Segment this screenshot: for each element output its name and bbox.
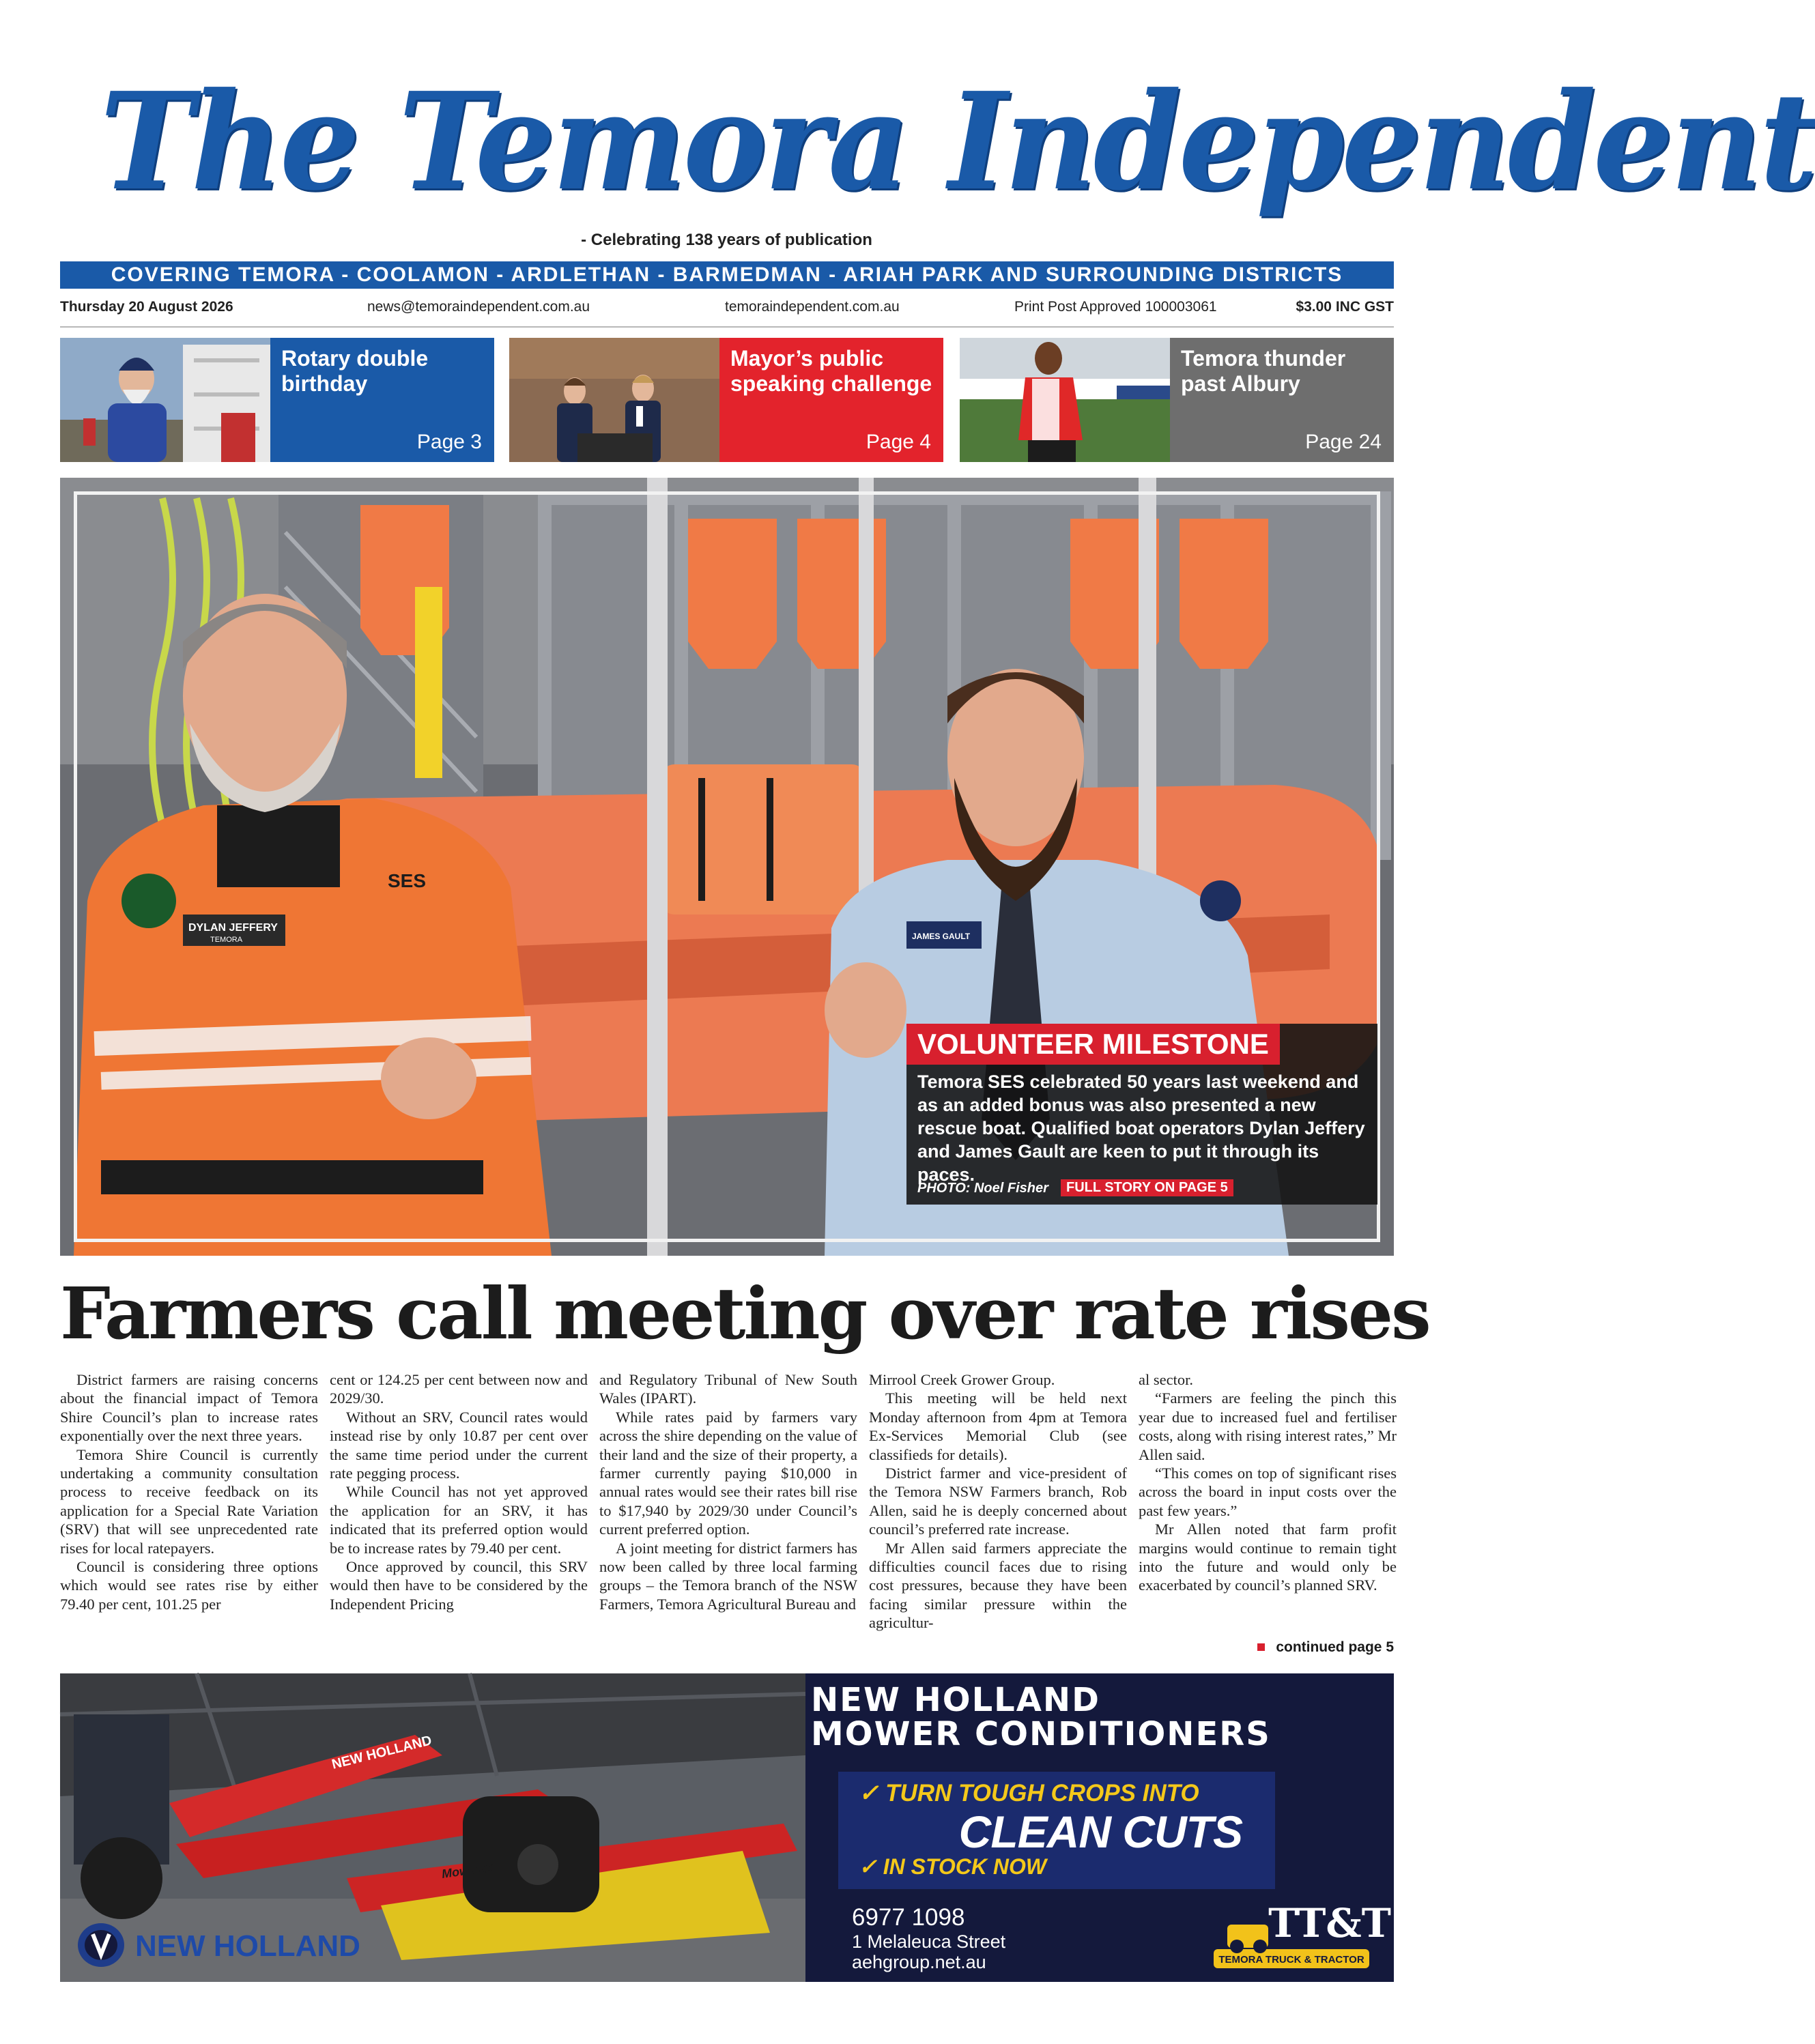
dealer-logo <box>1207 1895 1391 1971</box>
paragraph: A joint meeting for district farmers has now been called by three local farming groups – the Temora branch of the NSW Farmers, Temora Agricultural Bureau and <box>599 1539 857 1613</box>
ad-headline-2: MOWER CONDITIONERS <box>811 1715 1271 1753</box>
paragraph: and Regulatory Tribunal of New South Wales (IPART). <box>599 1371 857 1407</box>
ad-line-3 <box>859 1854 1046 1880</box>
caption-text: Temora SES celebrated 50 years last weekend and as an added bonus was also presented a new rescue boat. Qualified boat operators Dylan Jeffery and James Gault are keen to put it through its paces. <box>917 1071 1365 1185</box>
paragraph: “Farmers are feeling the pinch this year due to increased fuel and fertiliser costs, along with rising interest rates,” Mr Allen said. <box>1139 1390 1397 1463</box>
paragraph: Temora Shire Council is currently undertaking a community consultation process to receive feedback on its application for a Special Rate Variation (SRV) that will see unprecedented rate rises for local ratepayers. <box>60 1445 318 1557</box>
paragraph: cent or 124.25 per cent between now and 2029/30. <box>330 1371 588 1407</box>
check-icon: ✓ <box>859 1854 877 1879</box>
hero-photo <box>60 478 1394 1256</box>
full-story-link[interactable]: FULL STORY ON PAGE 5 <box>1061 1179 1233 1196</box>
teaser-mayor[interactable] <box>509 338 943 462</box>
brand-name: NEW HOLLAND <box>135 1929 360 1963</box>
caption-heading: VOLUNTEER MILESTONE <box>906 1024 1280 1065</box>
website-link[interactable]: temoraindependent.com.au <box>725 299 900 315</box>
issue-date: Thursday 20 August 2026 <box>60 299 233 315</box>
masthead <box>60 63 1815 221</box>
paragraph: This meeting will be held next Monday afternoon from 4pm at Temora Ex-Services Memorial Club (see classifieds for details). <box>869 1390 1127 1463</box>
ad-headline <box>811 1683 1271 1751</box>
paragraph: District farmer and vice-president of the Temora NSW Farmers branch, Rob Allen, said he is deeply concerned about council’s preferred rate increase. <box>869 1465 1127 1538</box>
article-column-4 <box>869 1370 1127 1632</box>
ad-contact <box>852 1904 1005 1972</box>
ses-label: SES <box>388 870 427 891</box>
paragraph: “This comes on top of significant rises across the board in input costs over the past few years.” <box>1139 1465 1397 1519</box>
article-column-5 <box>1139 1370 1397 1595</box>
teaser-sport-panel <box>1170 338 1394 462</box>
paragraph: Once approved by council, this SRV would then have to be considered by the Independent Pricing <box>330 1558 588 1613</box>
print-post: Print Post Approved 100003061 <box>1014 299 1217 315</box>
tagline: - Celebrating 138 years of publication <box>581 231 872 249</box>
paragraph: District farmers are raising concerns about the financial impact of Temora Shire Council’s plan to increase rates exponentially over the next three years. <box>60 1371 318 1445</box>
ad-line-2: CLEAN CUTS <box>958 1807 1242 1857</box>
advertisement[interactable] <box>60 1673 1394 1982</box>
ad-line-1-text: TURN TOUGH CROPS INTO <box>885 1780 1199 1807</box>
paragraph: Without an SRV, Council rates would instead rise by only 10.87 per cent over the same time period under the current rate pegging process. <box>330 1408 588 1482</box>
dealer-initials: TT&T <box>1268 1900 1391 1946</box>
teaser-title: Temora thunder past Albury <box>1181 346 1346 396</box>
photo-credit: PHOTO: Noel Fisher <box>917 1181 1048 1196</box>
badge-right-name: JAMES GAULT <box>912 932 971 941</box>
new-holland-logo <box>74 1920 395 1968</box>
machine-model: MowMax <box>440 1860 494 1881</box>
teaser-page: Page 24 <box>1305 431 1382 453</box>
info-row <box>60 299 1394 321</box>
ad-line-3-text: IN STOCK NOW <box>883 1854 1047 1879</box>
teaser-rotary-photo <box>60 338 270 462</box>
teaser-sport[interactable] <box>960 338 1394 462</box>
paragraph: Mirrool Creek Grower Group. <box>869 1371 1055 1388</box>
lead-headline: Farmers call meeting over rate rises <box>60 1271 1429 1355</box>
header-rule <box>60 326 1394 328</box>
lead-article <box>60 1370 1397 1656</box>
teaser-mayor-panel <box>719 338 943 462</box>
teaser-title: Rotary double birthday <box>281 346 429 396</box>
ad-phone[interactable]: 6977 1098 <box>852 1904 965 1931</box>
continued-link[interactable]: continued page 5 <box>1257 1639 1394 1656</box>
teaser-title: Mayor’s public speaking challenge <box>730 346 932 396</box>
teaser-page: Page 3 <box>416 431 482 453</box>
article-column-3 <box>599 1370 857 1613</box>
paragraph: Mr Allen noted that farm profit margins would continue to remain tight into the future and would only be exacerbated by council’s planned SRV. <box>1139 1521 1397 1594</box>
teaser-mayor-photo <box>509 338 719 462</box>
machine-brand: NEW HOLLAND <box>330 1733 433 1772</box>
hero-caption <box>906 1024 1377 1205</box>
paragraph: While rates paid by farmers vary across the shire depending on the value of their land and the size of their property, a farmer currently paying $10,000 in annual rates would see their rates bill rise to $17,940 by 2029/30 under Council’s current preferred option. <box>599 1408 858 1538</box>
badge-left-name: DYLAN JEFFERY <box>188 922 278 934</box>
article-column-1 <box>60 1370 318 1613</box>
price: $3.00 INC GST <box>1296 299 1394 315</box>
coverage-bar: COVERING TEMORA - COOLAMON - ARDLETHAN - BARMEDMAN - ARIAH PARK AND SURROUNDING DISTRICTS <box>60 261 1394 289</box>
masthead-title: The Temora Independent <box>100 63 1815 220</box>
teaser-rotary[interactable] <box>60 338 494 462</box>
article-column-2 <box>330 1370 588 1613</box>
ad-address: 1 Melaleuca Street <box>852 1931 1006 1952</box>
ad-headline-1: NEW HOLLAND <box>811 1681 1100 1719</box>
paragraph: al sector. <box>1139 1371 1193 1388</box>
paragraph: Council is considering three options which would see rates rise by either 79.40 per cent, 101.25 per <box>60 1558 318 1613</box>
dealer-name: TEMORA TRUCK & TRACTOR <box>1218 1954 1364 1966</box>
ad-offer-box <box>838 1772 1275 1889</box>
paragraph: While Council has not yet approved the application for an SRV, it has indicated that its preferred option would be to increase rates by 79.40 per cent. <box>330 1483 588 1557</box>
teaser-page: Page 4 <box>866 431 931 453</box>
badge-left-sub: TEMORA <box>210 936 243 944</box>
teaser-sport-photo <box>960 338 1170 462</box>
contact-email[interactable]: news@temoraindependent.com.au <box>367 299 590 315</box>
paragraph: Mr Allen said farmers appreciate the difficulties council faces due to rising cost pressures, because they have been facing similar pressure within the agricultur- <box>869 1539 1127 1632</box>
check-icon: ✓ <box>859 1780 879 1807</box>
ad-website[interactable]: aehgroup.net.au <box>852 1952 986 1972</box>
ad-line-1 <box>859 1780 1199 1807</box>
teaser-rotary-panel <box>270 338 494 462</box>
